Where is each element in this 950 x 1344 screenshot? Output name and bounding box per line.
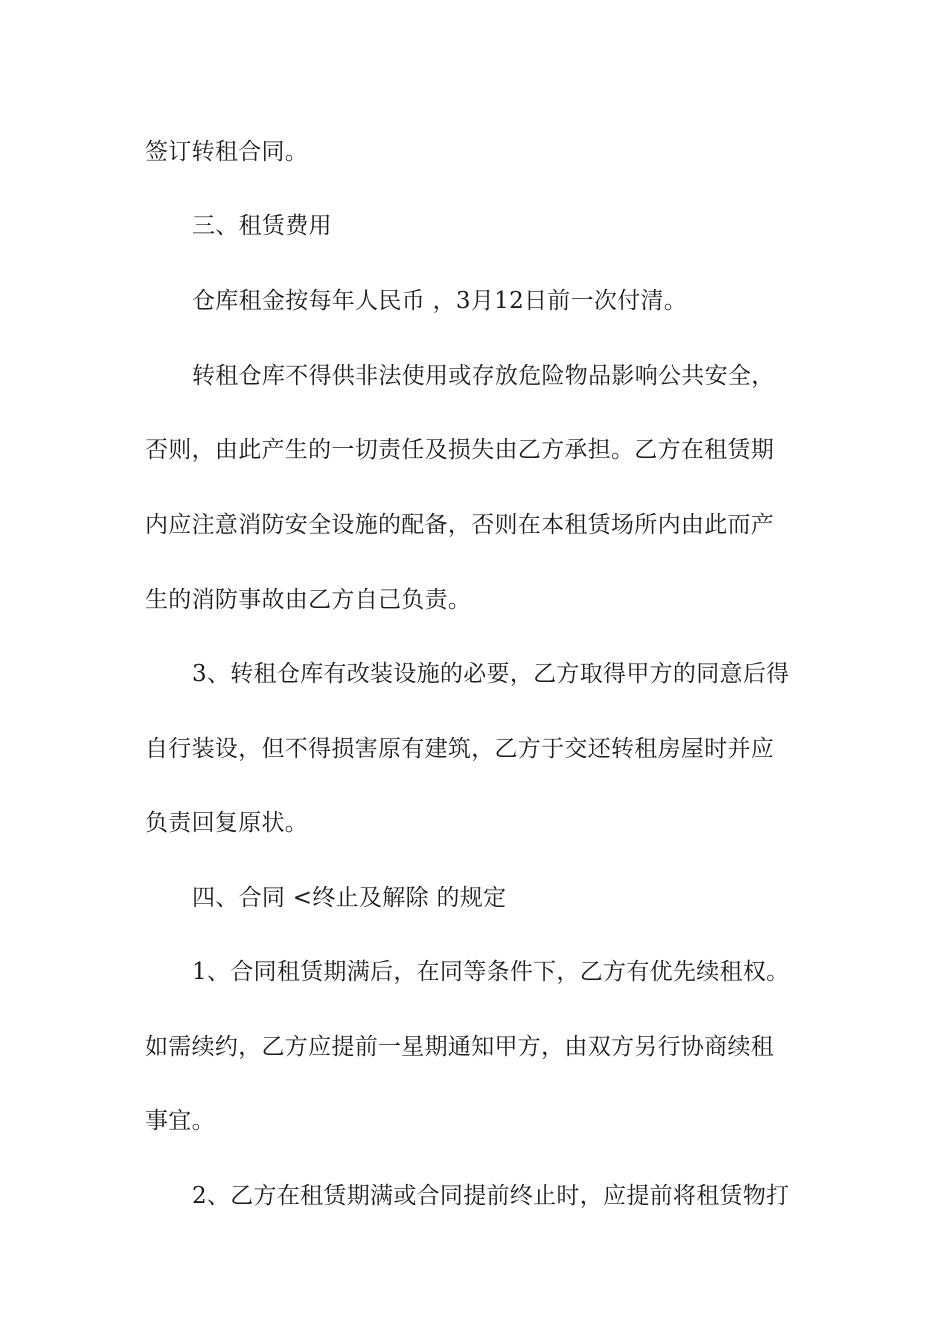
text-line: 生的消防事故由乙方自己负责。: [145, 587, 472, 613]
paragraph-line: 2、乙方在租赁期满或合同提前终止时，应提前将租赁物打: [192, 1183, 790, 1209]
text-line: 负责回复原状。: [145, 810, 309, 836]
text-line: 如需续约，乙方应提前一星期通知甲方，由双方另行协商续租: [145, 1034, 775, 1060]
paragraph-line: 仓库租金按每年人民币 ，3月12日前一次付清。: [192, 288, 688, 314]
text-line: 事宜。: [145, 1108, 215, 1134]
text-line: 内应注意消防安全设施的配备，否则在本租赁场所内由此而产: [145, 512, 775, 538]
text-line: 否则，由此产生的一切责任及损失由乙方承担。乙方在租赁期: [145, 437, 775, 463]
paragraph-line: 转租仓库不得供非法使用或存放危险物品影响公共安全，: [192, 363, 775, 389]
paragraph-line: 1、合同租赁期满后，在同等条件下，乙方有优先续租权。: [192, 959, 790, 985]
text-line: 签订转租合同。: [145, 139, 309, 165]
section-heading: 三、租赁费用: [192, 213, 332, 239]
text-line: 自行装设，但不得损害原有建筑，乙方于交还转租房屋时并应: [145, 736, 775, 762]
section-heading: 四、合同 <终止及解除 的规定: [192, 885, 507, 911]
paragraph-line: 3、转租仓库有改装设施的必要，乙方取得甲方的同意后得: [192, 661, 790, 687]
